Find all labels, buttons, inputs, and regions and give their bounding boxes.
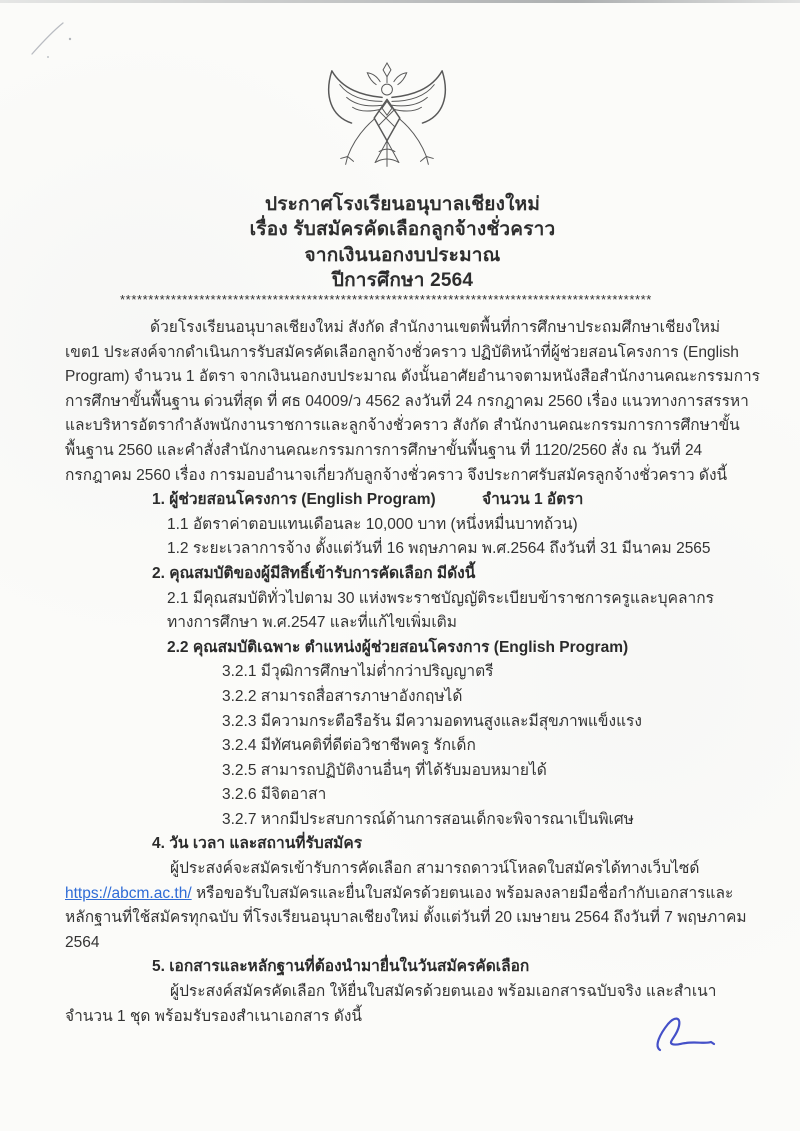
document-body — [0, 316, 800, 1029]
section-4-line: 2564 — [65, 933, 100, 951]
section-4-heading: 4. วัน เวลา และสถานที่รับสมัคร — [152, 835, 363, 853]
application-download-link[interactable]: https://abcm.ac.th/ — [65, 884, 192, 902]
qualification-item: 3.2.4 มีทัศนคติที่ดีต่อวิชาชีพครู รักเด็ก — [222, 737, 476, 755]
section-4-line: ผู้ประสงค์จะสมัครเข้ารับการคัดเลือก สามารถดาวน์โหลดใบสมัครได้ทางเว็บไซด์ — [170, 860, 700, 878]
qualification-item: 3.2.1 มีวุฒิการศึกษาไม่ต่ำกว่าปริญญาตรี — [222, 663, 494, 681]
section-1-item: 1.1 อัตราค่าตอบแทนเดือนละ 10,000 บาท (หนึ่งหมื่นบาทถ้วน) — [167, 515, 578, 533]
section-4-line: หลักฐานที่ใช้สมัครทุกฉบับ ที่โรงเรียนอนุบาลเชียงใหม่ ตั้งแต่วันที่ 20 เมษายน 2564 ถึงวันที่ 7 พฤษภาคม — [65, 909, 747, 927]
garuda-emblem — [302, 60, 472, 188]
qualification-item: 3.2.5 สามารถปฏิบัติงานอื่นๆ ที่ได้รับมอบหมายได้ — [222, 761, 547, 779]
section-1-item: 1.2 ระยะเวลาการจ้าง ตั้งแต่วันที่ 16 พฤษภาคม พ.ศ.2564 ถึงวันที่ 31 มีนาคม 2565 — [167, 540, 711, 558]
qualification-item: 3.2.2 สามารถสื่อสารภาษาอังกฤษได้ — [222, 687, 463, 705]
section-2-heading: 2. คุณสมบัติของผู้มีสิทธิ์เข้ารับการคัดเลือก มีดังนี้ — [152, 564, 476, 582]
intro-line: ด้วยโรงเรียนอนุบาลเชียงใหม่ สังกัด สำนักงานเขตพื้นที่การศึกษาประถมศึกษาเชียงใหม่ — [150, 319, 721, 336]
intro-line: เขต1 ประสงค์จากดำเนินการรับสมัครคัดเลือกลูกจ้างชั่วคราว ปฏิบัติหน้าที่ผู้ช่วยสอนโครงการ (English — [65, 343, 739, 361]
section-4-line-after-link: หรือขอรับใบสมัครและยื่นใบสมัครด้วยตนเอง พร้อมลงลายมือชื่อกำกับเอกสารและ — [191, 884, 734, 902]
funding-line: จากเงินนอกงบประมาณ — [304, 244, 501, 266]
qualification-item: 3.2.3 มีความกระตือรือร้น มีความอดทนสูงและมีสุขภาพแข็งแรง — [222, 712, 642, 730]
scan-edge-artifact — [0, 0, 800, 3]
signature-mark — [648, 1010, 720, 1062]
section-1-heading: 1. ผู้ช่วยสอนโครงการ (English Program) จำนวน 1 อัตรา — [0, 488, 800, 513]
section-2-item-2-1: 2.1 มีคุณสมบัติทั่วไปตาม 30 แห่งพระราชบัญญัติระเบียบข้าราชการครูและบุคลากร — [167, 589, 714, 607]
academic-year-line: ปีการศึกษา 2564 — [331, 269, 474, 291]
section-5-line: ผู้ประสงค์สมัครคัดเลือก ให้ยื่นใบสมัครด้วยตนเอง พร้อมเอกสารฉบับจริง และสำเนา — [170, 983, 717, 1001]
section-5-heading: 5. เอกสารและหลักฐานที่ต้องนำมายื่นในวันสมัครคัดเลือก — [152, 958, 530, 976]
intro-line: กรกฎาคม 2560 เรื่อง การมอบอำนาจเกี่ยวกับลูกจ้างชั่วคราว จึงประกาศรับสมัครลูกจ้างชั่วคราว ดังนี้ — [65, 466, 728, 484]
section-5-line: จำนวน 1 ชุด พร้อมรับรองสำเนาเอกสาร ดังนี้ — [65, 1007, 363, 1025]
qualification-item: 3.2.7 หากมีประสบการณ์ด้านการสอนเด็กจะพิจารณาเป็นพิเศษ — [222, 810, 634, 828]
page-title: ประกาศโรงเรียนอนุบาลเชียงใหม่ — [264, 194, 541, 215]
asterisk-divider: ********************************************************************************************** — [120, 292, 652, 307]
qualification-item: 3.2.6 มีจิตอาสา — [222, 786, 327, 804]
section-2-item-2-1-cont: ทางการศึกษา พ.ศ.2547 และที่แก้ไขเพิ่มเติม — [167, 614, 457, 632]
section-4-line — [0, 882, 800, 907]
document-title-block — [65, 192, 740, 293]
intro-line: และบริหารอัตรากำลังพนักงานราชการและลูกจ้างชั่วคราว สังกัด สำนักงานคณะกรรมการการศึกษาขั้น — [65, 417, 740, 435]
position-count: จำนวน 1 อัตรา — [482, 491, 584, 509]
intro-line: Program) จำนวน 1 อัตรา จากเงินนอกงบประมาณ ดังนั้นอาศัยอำนาจตามหนังสือสำนักงานคณะกรรมการ — [65, 368, 760, 386]
pencil-scratch-artifact — [25, 15, 95, 70]
subject-line: เรื่อง รับสมัครคัดเลือกลูกจ้างชั่วคราว — [249, 219, 556, 241]
intro-line: การศึกษาขั้นพื้นฐาน ด่วนที่สุด ที่ ศธ 04009/ว 4562 ลงวันที่ 24 กรกฎาคม 2560 เรื่อง แนวทางการสรรหา — [65, 392, 749, 410]
section-2-subheading-2-2: 2.2 คุณสมบัติเฉพาะ ตำแหน่งผู้ช่วยสอนโครงการ (English Program) — [167, 638, 629, 656]
intro-line: พื้นฐาน 2560 และคำสั่งสำนักงานคณะกรรมการการศึกษาขั้นพื้นฐาน ที่ 1120/2560 สั่ง ณ วันที่ 24 — [65, 441, 703, 459]
